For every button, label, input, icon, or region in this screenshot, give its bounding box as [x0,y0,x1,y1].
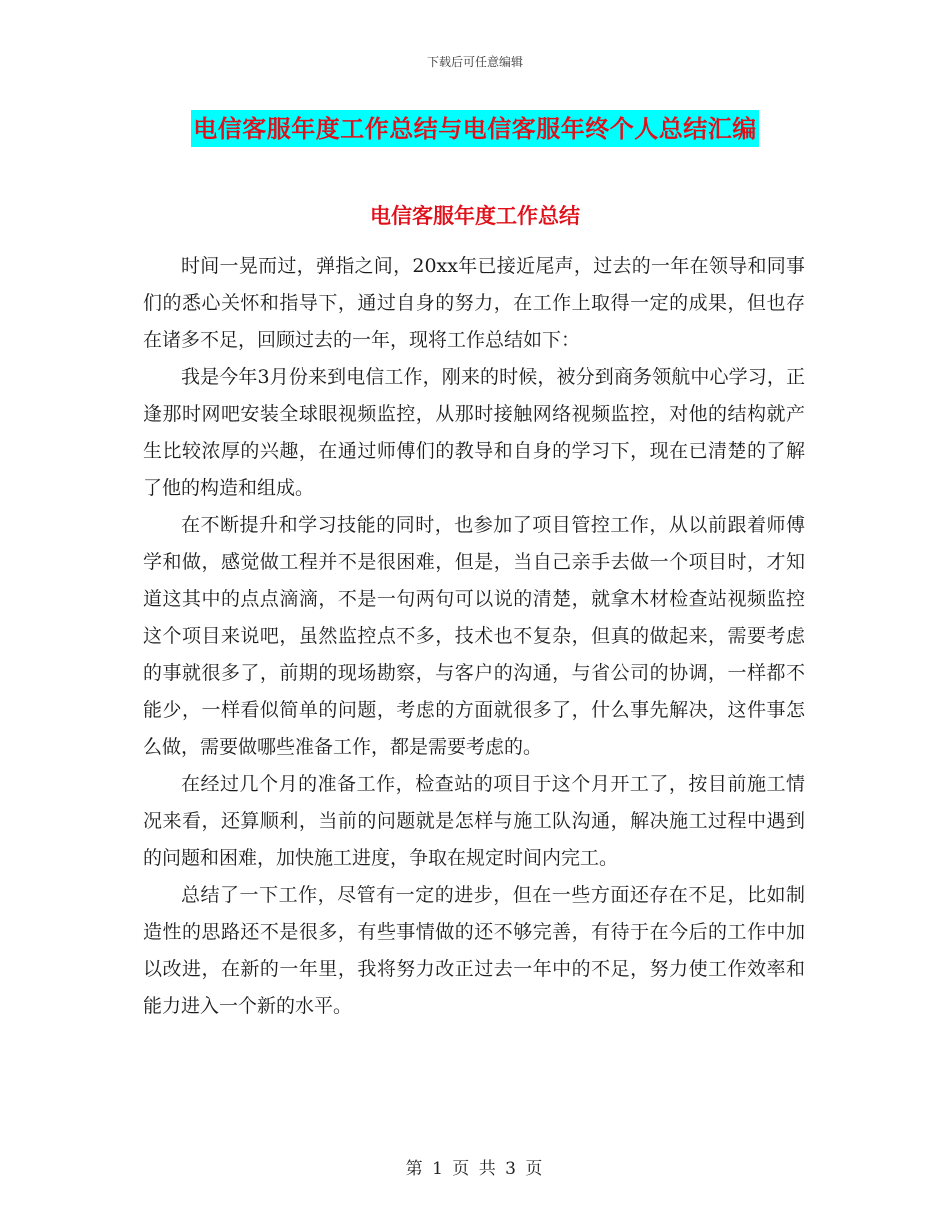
document-title: 电信客服年度工作总结与电信客服年终个人总结汇编 [191,110,759,147]
body-paragraph: 在经过几个月的准备工作，检查站的项目于这个月开工了，按目前施工情况来看，还算顺利，当前的问题就是怎样与施工队沟通，解决施工过程中遇到的问题和困难，加快施工进度，争取在规定时间内完工。 [143,773,805,869]
page-number-footer: 第 1 页 共 3 页 [405,1159,545,1179]
body-paragraph: 我是今年3月份来到电信工作，刚来的时候，被分到商务领航中心学习，正逢那时网吧安装全球眼视频监控，从那时接触网络视频监控，对他的结构就产生比较浓厚的兴趣，在通过师傅们的教导和自身的学习下，现在已清楚的了解了他的构造和组成。 [143,366,805,499]
section-title: 电信客服年度工作总结 [370,203,580,228]
document-body [143,248,805,1025]
body-paragraph: 在不断提升和学习技能的同时，也参加了项目管控工作，从以前跟着师傅学和做，感觉做工程并不是很困难，但是，当自己亲手去做一个项目时，才知道这其中的点点滴滴，不是一句两句可以说的清楚，就拿木材检查站视频监控这个项目来说吧，虽然监控点不多，技术也不复杂，但真的做起来，需要考虑的事就很多了，前期的现场勘察，与客户的沟通，与省公司的协调，一样都不能少，一样看似简单的问题，考虑的方面就很多了，什么事先解决，这件事怎么做，需要做哪些准备工作，都是需要考虑的。 [143,514,805,758]
body-paragraph: 总结了一下工作，尽管有一定的进步，但在一些方面还存在不足，比如制造性的思路还不是很多，有些事情做的还不够完善，有待于在今后的工作中加以改进，在新的一年里，我将努力改正过去一年中的不足，努力使工作效率和能力进入一个新的水平。 [143,884,805,1017]
page-header-note: 下载后可任意编辑 [426,55,523,69]
document-title-container [0,110,950,147]
body-paragraph: 时间一晃而过，弹指之间，20xx年已接近尾声，过去的一年在领导和同事们的悉心关怀和指导下，通过自身的努力，在工作上取得一定的成果，但也存在诸多不足，回顾过去的一年，现将工作总结如下： [143,255,805,351]
